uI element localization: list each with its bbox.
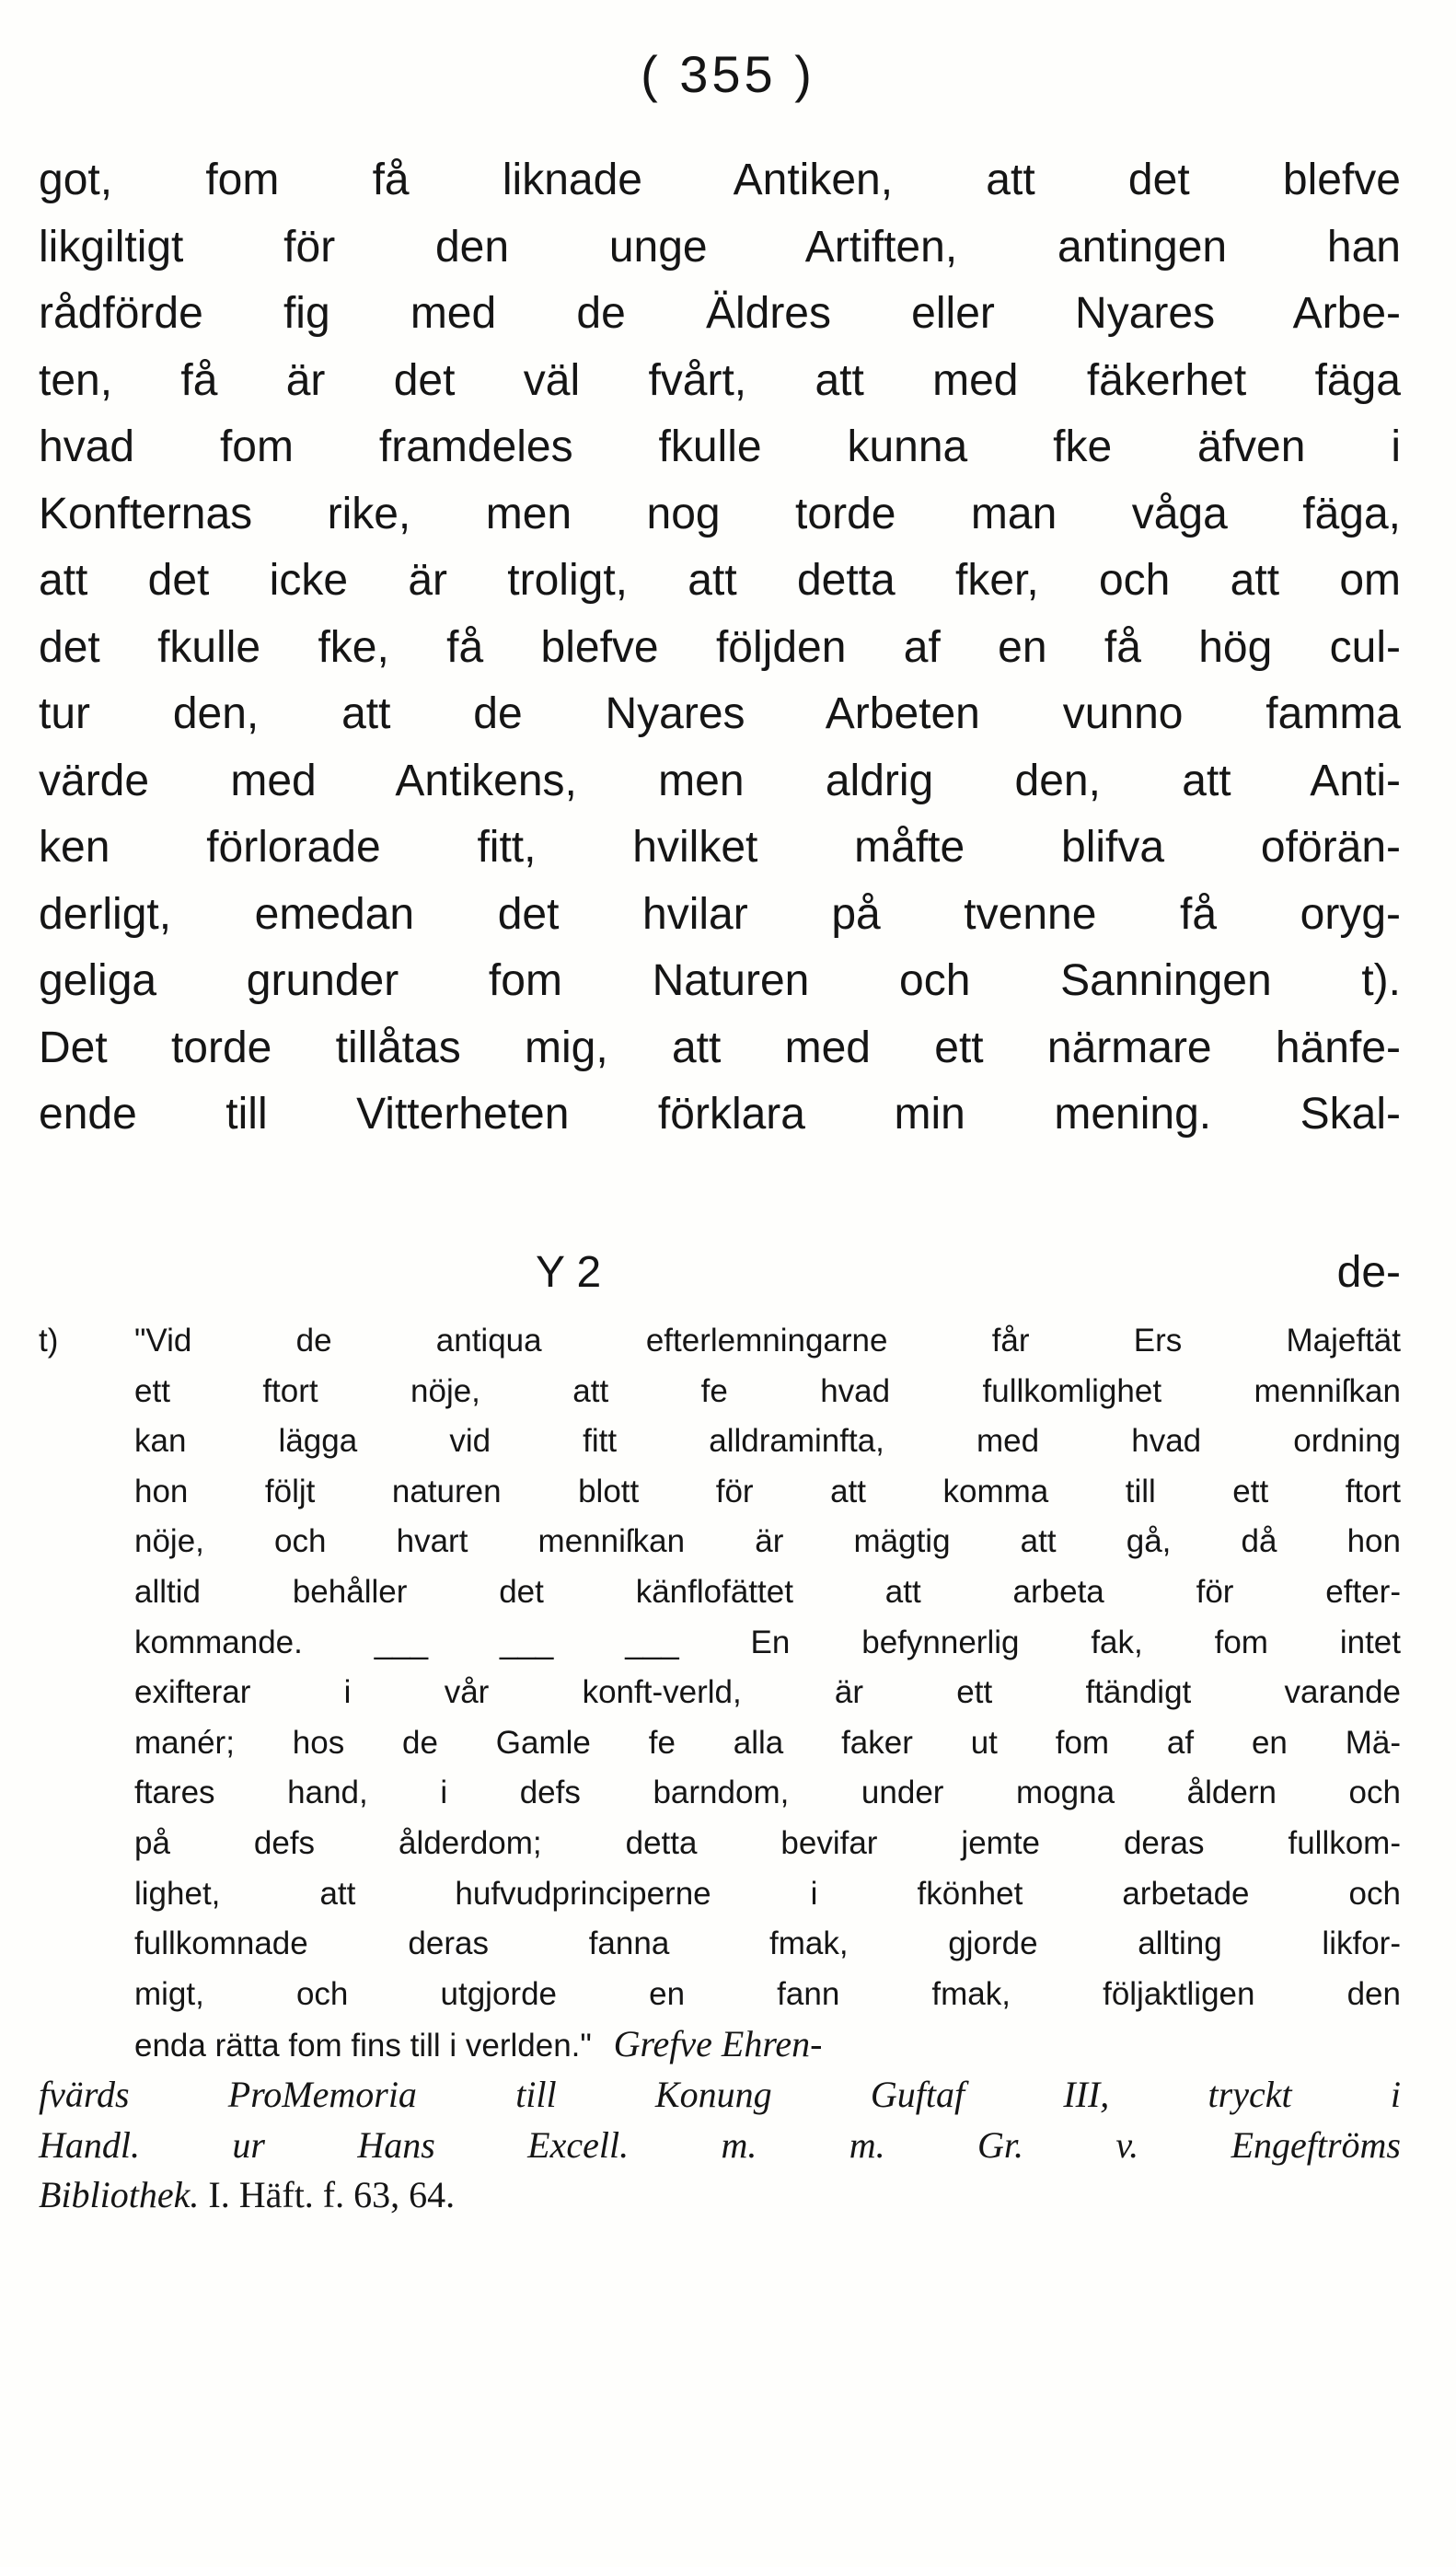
text-line: likgiltigt för den unge Artiften, antingen han — [39, 222, 1401, 272]
footnote-text-line: migt, och utgjorde en fann fmak, följaktligen den — [134, 1975, 1401, 2012]
footnote-source-line: fvärds ProMemoria till Konung Guftaf III, tryckt i — [39, 2073, 1401, 2115]
footnote-text-line: lighet, att hufvudprinciperne i fkönhet arbetade och — [134, 1875, 1401, 1912]
signature-mark: Y 2 — [536, 1248, 602, 1297]
text-line: att det icke är troligt, att detta fker, och att om — [39, 556, 1401, 605]
footnote-text-line: manér; hos de Gamle fe alla faker ut fom af en Mä- — [134, 1724, 1401, 1761]
text-line: got, fom få liknade Antiken, att det blefve — [39, 156, 1401, 204]
footnote-quote-end: enda rätta fom fins till i verlden." — [134, 2028, 592, 2064]
footnote-text-line: exifterar i vår konft-verld, är ett ftändigt varande — [134, 1674, 1401, 1711]
footnote-text-line: alltid behåller det känflofättet att arbeta för efter- — [134, 1573, 1401, 1610]
footnote-text-line: fullkomnade deras fanna fmak, gjorde allting likfor- — [134, 1925, 1401, 1962]
footnote-text-line: kan lägga vid fitt alldraminfta, med hvad ordning — [134, 1423, 1401, 1460]
footnote-text-line: ett ftort nöje, att fe hvad fullkomlighet menniſkan — [134, 1372, 1401, 1409]
text-line: geliga grunder fom Naturen och Sanningen t). — [39, 956, 1401, 1005]
source-pages: I. Häft. f. 63, 64. — [199, 2174, 456, 2216]
source-title: Bibliothek. — [39, 2174, 200, 2216]
text-line: rådförde fig med de Äldres eller Nyares Arbe- — [39, 289, 1401, 338]
catchword: de- — [1336, 1248, 1401, 1297]
page-number: ( 355 ) — [641, 45, 815, 103]
text-line: ten, få är det väl fvårt, att med fäkerhet fäga — [39, 355, 1401, 405]
footnote-marker: t) — [39, 1323, 59, 1359]
footnote-text-line: på defs ålderdom; detta bevifar jemte deras fullkom- — [134, 1824, 1401, 1861]
footnote — [39, 1316, 1401, 2221]
text-line: hvad fom framdeles fkulle kunna fke äfven i — [39, 422, 1401, 471]
footnote-source-start: Grefve Ehren- — [613, 2023, 823, 2065]
footnote-text-line: kommande. ___ ___ ___ En befynnerlig fak, fom intet — [134, 1624, 1401, 1660]
text-line: ende till Vitterheten förklara min mening. Skal- — [39, 1090, 1401, 1139]
footnote-text-line: "Vid de antiqua efterlemningarne får Ers Majeftät — [134, 1323, 1401, 1359]
footnote-text-line: hon följt naturen blott för att komma till ett ftort — [134, 1473, 1401, 1509]
footnote-source-last-line — [39, 2170, 1401, 2221]
text-line: värde med Antikens, men aldrig den, att Anti- — [39, 756, 1401, 805]
text-line: det fkulle fke, få blefve följden af en få hög cul- — [39, 622, 1401, 672]
text-line: Konfternas rike, men nog torde man våga fäga, — [39, 489, 1401, 538]
text-line: ken förlorade fitt, hvilket måfte blifva oförän- — [39, 823, 1401, 872]
footnote-first-line — [39, 1316, 1401, 1367]
text-line: Det torde tillåtas mig, att med ett närmare hänfe- — [39, 1023, 1401, 1072]
footnote-text-line: ftares hand, i defs barndom, under mogna åldern och — [134, 1775, 1401, 1811]
signature-row — [39, 1247, 1401, 1312]
main-text — [39, 147, 1401, 1149]
text-line: derligt, emedan det hvilar på tvenne få oryg- — [39, 889, 1401, 939]
footnote-source-line: Handl. ur Hans Excell. m. m. Gr. v. Engeftröms — [39, 2123, 1401, 2166]
footnote-text-line: nöje, och hvart menniſkan är mägtig att gå, då hon — [134, 1523, 1401, 1560]
text-line: tur den, att de Nyares Arbeten vunno famma — [39, 689, 1401, 738]
footnote-text-line — [39, 2019, 1401, 2070]
